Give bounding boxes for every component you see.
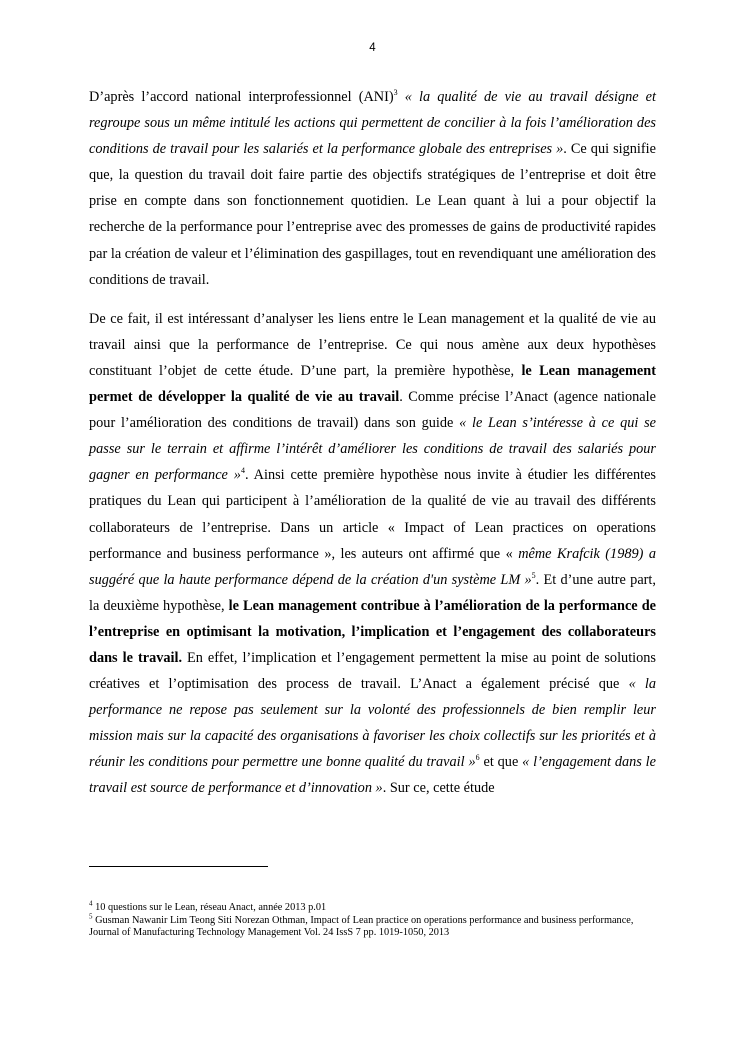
footnote-5: [89, 912, 656, 940]
paragraph-1: [89, 84, 656, 293]
paragraph-2: [89, 306, 656, 802]
quote: même Krafcik (1989) a suggéré que la haute performance dépend de la création d'un système LM »: [89, 545, 657, 588]
text: . Comme précise l’Anact (agence nationale pour l’amélioration des conditions de travail) dans son guide: [89, 389, 656, 432]
footnote-text: Gusman Nawanir Lim Teong Siti Norezan Othman, Impact of Lean practice on operations performance and business performance, Journal of Manufacturing Technology Management Vol. 24 IssS 7 pp. 1019-1050, 2013: [89, 914, 634, 939]
text: et que: [479, 754, 523, 771]
quote: « la performance ne repose pas seulement sur la volonté des professionnels de bien remplir leur mission mais sur la capacité des organisations à favoriser les choix collectifs sur les priorités et à réunir les conditions pour permettre une bonne qualité du travail »: [89, 676, 657, 771]
footnote-ref[interactable]: 5: [531, 570, 536, 580]
footnote-number: 4: [89, 899, 93, 908]
footnotes: [89, 899, 656, 940]
footnote-text: 10 questions sur le Lean, réseau Anact, année 2013 p.01: [92, 902, 327, 913]
quote: « la qualité de vie au travail désigne et regroupe sous un même intitulé les actions qui permettent de concilier à la fois l’amélioration des conditions de travail pour les salariés et la performance globale des entreprises »: [89, 89, 657, 158]
page-number: 4: [369, 42, 376, 54]
text: D’après l’accord national interprofessionnel (ANI): [89, 89, 394, 105]
text: . Et d’une autre part, la deuxième hypothèse,: [89, 571, 656, 614]
text: . Ce qui signifie que, la question du travail doit faire partie des objectifs stratégiques de l’entreprise et doit être prise en compte dans son fonctionnement quotidien. Le Lean quant à lui a pour objectif la recherche de la performance pour l’entreprise avec des promesses de gains de productivité rapides par la création de valeur et l’élimination des gaspillages, tout en revendiquant une amélioration des conditions de travail.: [89, 141, 656, 288]
text: [398, 89, 405, 105]
footnote-number: 5: [89, 912, 93, 921]
footnote-ref[interactable]: 3: [393, 88, 398, 98]
footnote-4: [89, 899, 656, 915]
text: En effet, l’implication et l’engagement permettent la mise au point de solutions créatives et l’optimisation des process de travail. L’Anact a également précisé que: [89, 649, 656, 693]
hypothesis-1: le Lean management permet de développer la qualité de vie au travail: [89, 362, 656, 406]
footnote-ref[interactable]: 4: [240, 466, 245, 476]
body-text: [89, 84, 656, 802]
hypothesis-2: le Lean management contribue à l’amélioration de la performance de l’entreprise en optimisant la motivation, l’implication et l’engagement des collaborateurs dans le travail.: [89, 597, 656, 666]
footnote-ref[interactable]: 6: [475, 753, 480, 763]
text: De ce fait, il est intéressant d’analyser les liens entre le Lean management et la qualité de vie au travail ainsi que la performance de l’entreprise. Ce qui nous amène aux deux hypothèses constituant l’objet de cette étude. D’une part, la première hypothèse,: [89, 310, 656, 379]
quote: « le Lean s’intéresse à ce qui se passe sur le terrain et affirme l’intérêt d’améliorer les conditions de travail des salariés pour gagner en performance »: [89, 415, 656, 484]
text: . Ainsi cette première hypothèse nous invite à étudier les différentes pratiques du Lean qui participent à l’amélioration de la qualité de vie au travail des différents collaborateurs de l’entreprise. Dans un article « Impact of Lean practices on operations performance and business performance », les auteurs ont affirmé que «: [89, 467, 656, 562]
text: . Sur ce, cette étude: [382, 780, 495, 797]
quote: « l’engagement dans le travail est source de performance et d’innovation »: [89, 754, 656, 797]
footnote-separator: [89, 866, 268, 867]
